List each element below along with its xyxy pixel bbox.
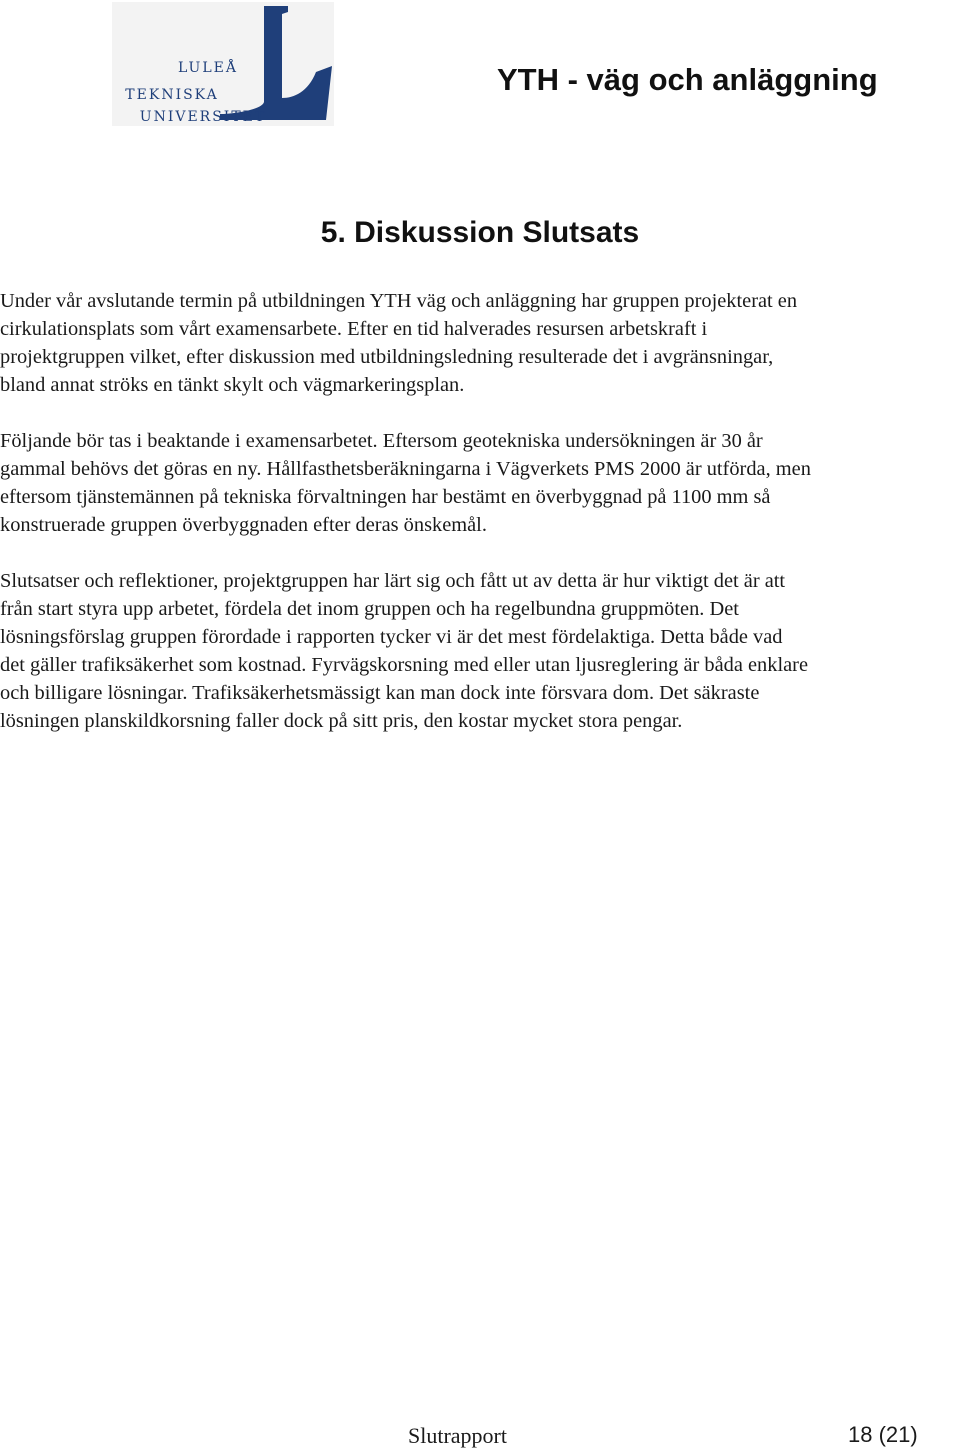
logo-text-line-1: LULEÅ [178,60,238,76]
text-line: bland annat ströks en tänkt skylt och vägmarkeringsplan. [0,374,465,396]
text-line: från start styra upp arbetet, fördela det inom gruppen och ha regelbundna gruppmöten. Det [0,598,739,620]
text-line: lösningsförslag gruppen förordade i rapporten tycker vi är det mest fördelaktiga. Detta både vad [0,626,783,648]
text-line: Följande bör tas i beaktande i examensarbetet. Eftersom geotekniska undersökningen är 30 år [0,430,763,452]
footer-document-label: Slutrapport [408,1423,507,1448]
footer-page-number: 18 (21) [848,1422,918,1447]
text-line: konstruerade gruppen överbyggnaden efter deras önskemål. [0,514,487,536]
document-body [0,287,960,735]
logo-text-line-3: UNIVERSITET [139,109,267,125]
luleå-logo-mark [112,2,334,126]
document-header-title: YTH - väg och anläggning [497,62,878,97]
section-heading: 5. Diskussion Slutsats [320,216,640,249]
university-logo [112,2,334,126]
paragraph-conclusions [0,567,960,735]
text-line: och billigare lösningar. Trafiksäkerhetsmässigt kan man dock inte försvara dom. Det säkraste [0,682,760,704]
text-line: Slutsatser och reflektioner, projektgruppen har lärt sig och fått ut av detta är hur viktigt det är att [0,570,786,592]
logo-text-line-2: TEKNISKA [125,87,219,103]
text-line: det gäller trafiksäkerhet som kostnad. Fyrvägskorsning med eller utan ljusreglering är båda enklare [0,654,808,676]
text-line: gammal behövs det göras en ny. Hållfasthetsberäkningarna i Vägverkets PMS 2000 är utförda, men [0,458,811,480]
text-line: lösningen planskildkorsning faller dock på sitt pris, den kostar mycket stora pengar. [0,710,683,732]
text-line: cirkulationsplats som vårt examensarbete. Efter en tid halverades resursen arbetskraft i [0,318,708,340]
text-line: eftersom tjänstemännen på tekniska förvaltningen har bestämt en överbyggnad på 1100 mm så [0,486,771,508]
paragraph-considerations [0,427,960,539]
paragraph-intro [0,287,960,399]
text-line: projektgruppen vilket, efter diskussion med utbildningsledning resulterade det i avgränsningar, [0,346,774,368]
text-line: Under vår avslutande termin på utbildningen YTH väg och anläggning har gruppen projekterat en [0,290,798,312]
